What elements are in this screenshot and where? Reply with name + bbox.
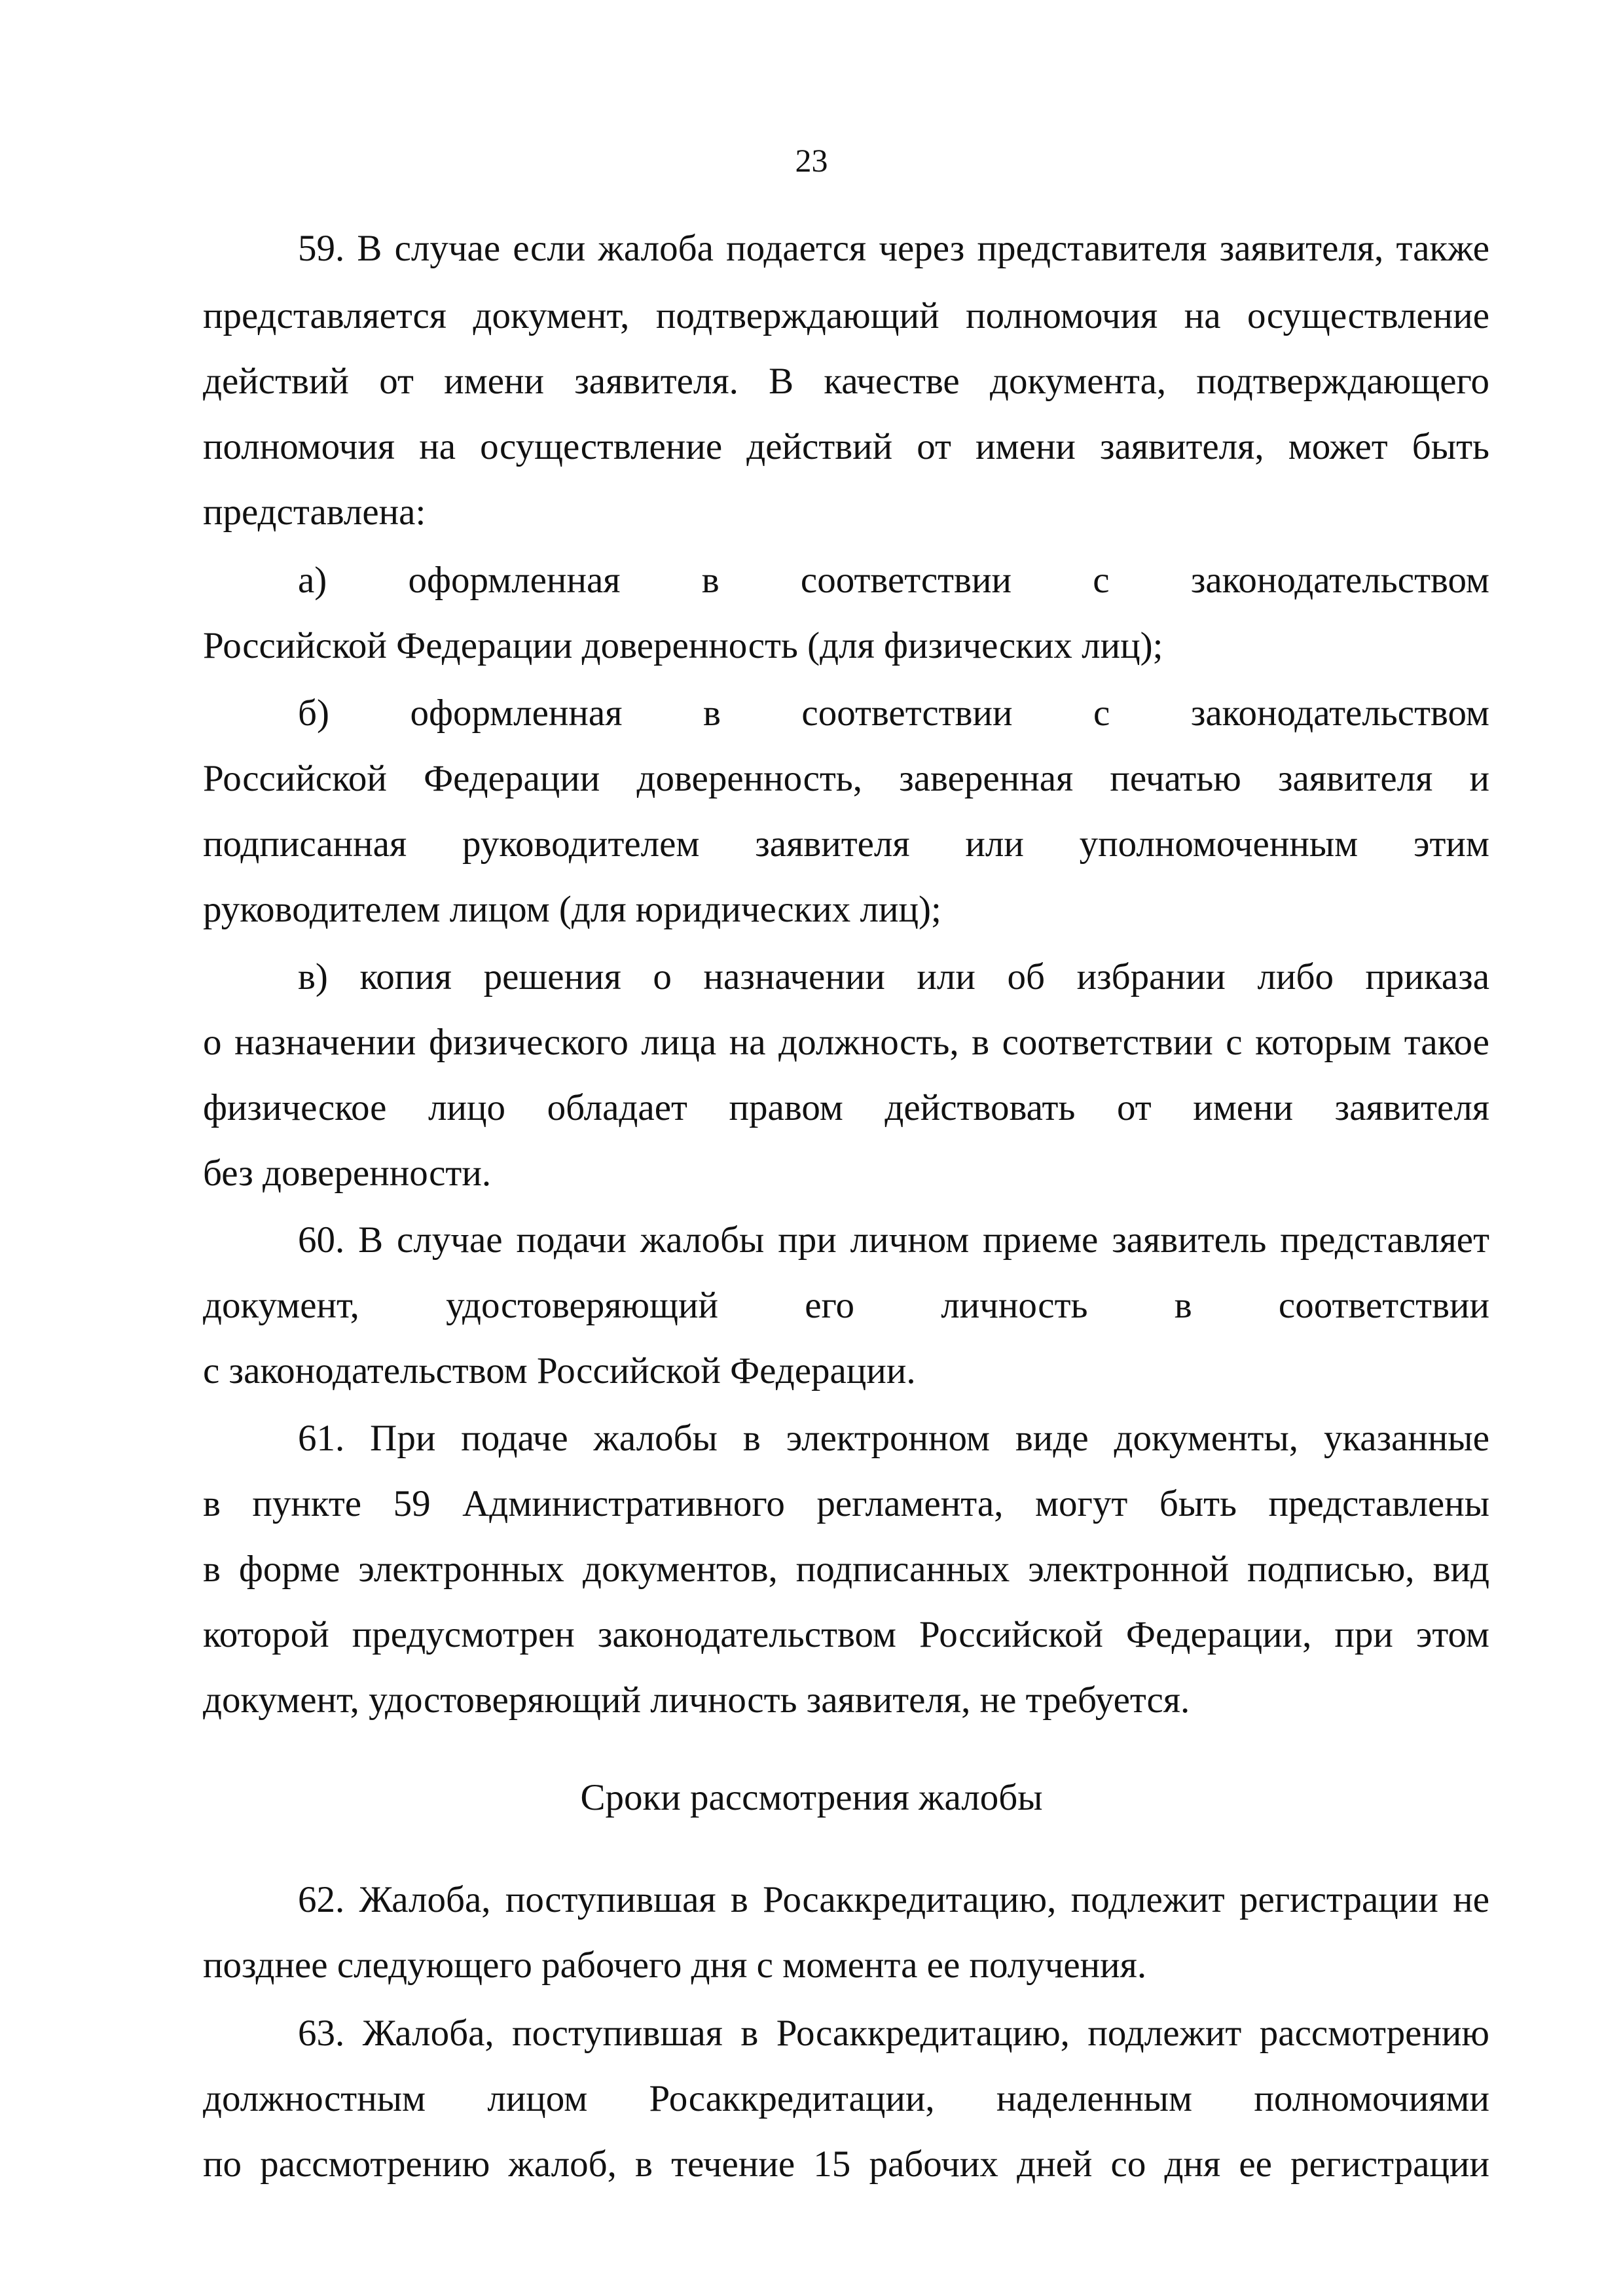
text-line: физическое лицо обладает правом действовать от имени заявителя: [203, 1087, 1489, 1128]
text-line: в пункте 59 Административного регламента, могут быть представлены: [203, 1483, 1489, 1524]
text-line: а) оформленная в соответствии с законодательством: [298, 560, 1489, 601]
text-line: представляется документ, подтверждающий полномочия на осуществление: [203, 295, 1489, 336]
text-line: с законодательством Российской Федерации.: [203, 1350, 916, 1391]
text-line: без доверенности.: [203, 1153, 492, 1194]
text-line: документ, удостоверяющий личность заявителя, не требуется.: [203, 1679, 1190, 1721]
text-line: представлена:: [203, 492, 426, 533]
text-line: 62. Жалоба, поступившая в Росаккредитацию, подлежит регистрации не: [298, 1879, 1489, 1920]
text-line: 60. В случае подачи жалобы при личном приеме заявитель представляет: [298, 1219, 1489, 1261]
text-line: 61. При подаче жалобы в электронном виде документы, указанные: [298, 1418, 1489, 1459]
text-line: 59. В случае если жалоба подается через представителя заявителя, также: [298, 228, 1489, 269]
text-line: действий от имени заявителя. В качестве документа, подтверждающего: [203, 361, 1489, 402]
text-line: Российской Федерации доверенность (для физических лиц);: [203, 625, 1163, 666]
text-line: б) оформленная в соответствии с законодательством: [298, 692, 1489, 734]
text-line: полномочия на осуществление действий от имени заявителя, может быть: [203, 426, 1489, 467]
text-line: должностным лицом Росаккредитации, наделенным полномочиями: [203, 2078, 1489, 2119]
text-line: 63. Жалоба, поступившая в Росаккредитацию, подлежит рассмотрению: [298, 2013, 1489, 2054]
section-heading: Сроки рассмотрения жалобы: [580, 1777, 1043, 1818]
page-number: 23: [795, 142, 828, 179]
text-line: в форме электронных документов, подписанных электронной подписью, вид: [203, 1549, 1489, 1590]
text-line: позднее следующего рабочего дня с момента ее получения.: [203, 1945, 1147, 1986]
text-line: которой предусмотрен законодательством Российской Федерации, при этом: [203, 1614, 1489, 1655]
text-line: в) копия решения о назначении или об избрании либо приказа: [298, 956, 1489, 997]
text-line: о назначении физического лица на должность, в соответствии с которым такое: [203, 1022, 1489, 1063]
text-line: руководителем лицом (для юридических лиц);: [203, 889, 941, 930]
text-line: по рассмотрению жалоб, в течение 15 рабочих дней со дня ее регистрации: [203, 2144, 1489, 2185]
text-line: подписанная руководителем заявителя или уполномоченным этим: [203, 823, 1489, 865]
text-line: Российской Федерации доверенность, заверенная печатью заявителя и: [203, 758, 1489, 799]
text-line: документ, удостоверяющий его личность в соответствии: [203, 1285, 1489, 1326]
